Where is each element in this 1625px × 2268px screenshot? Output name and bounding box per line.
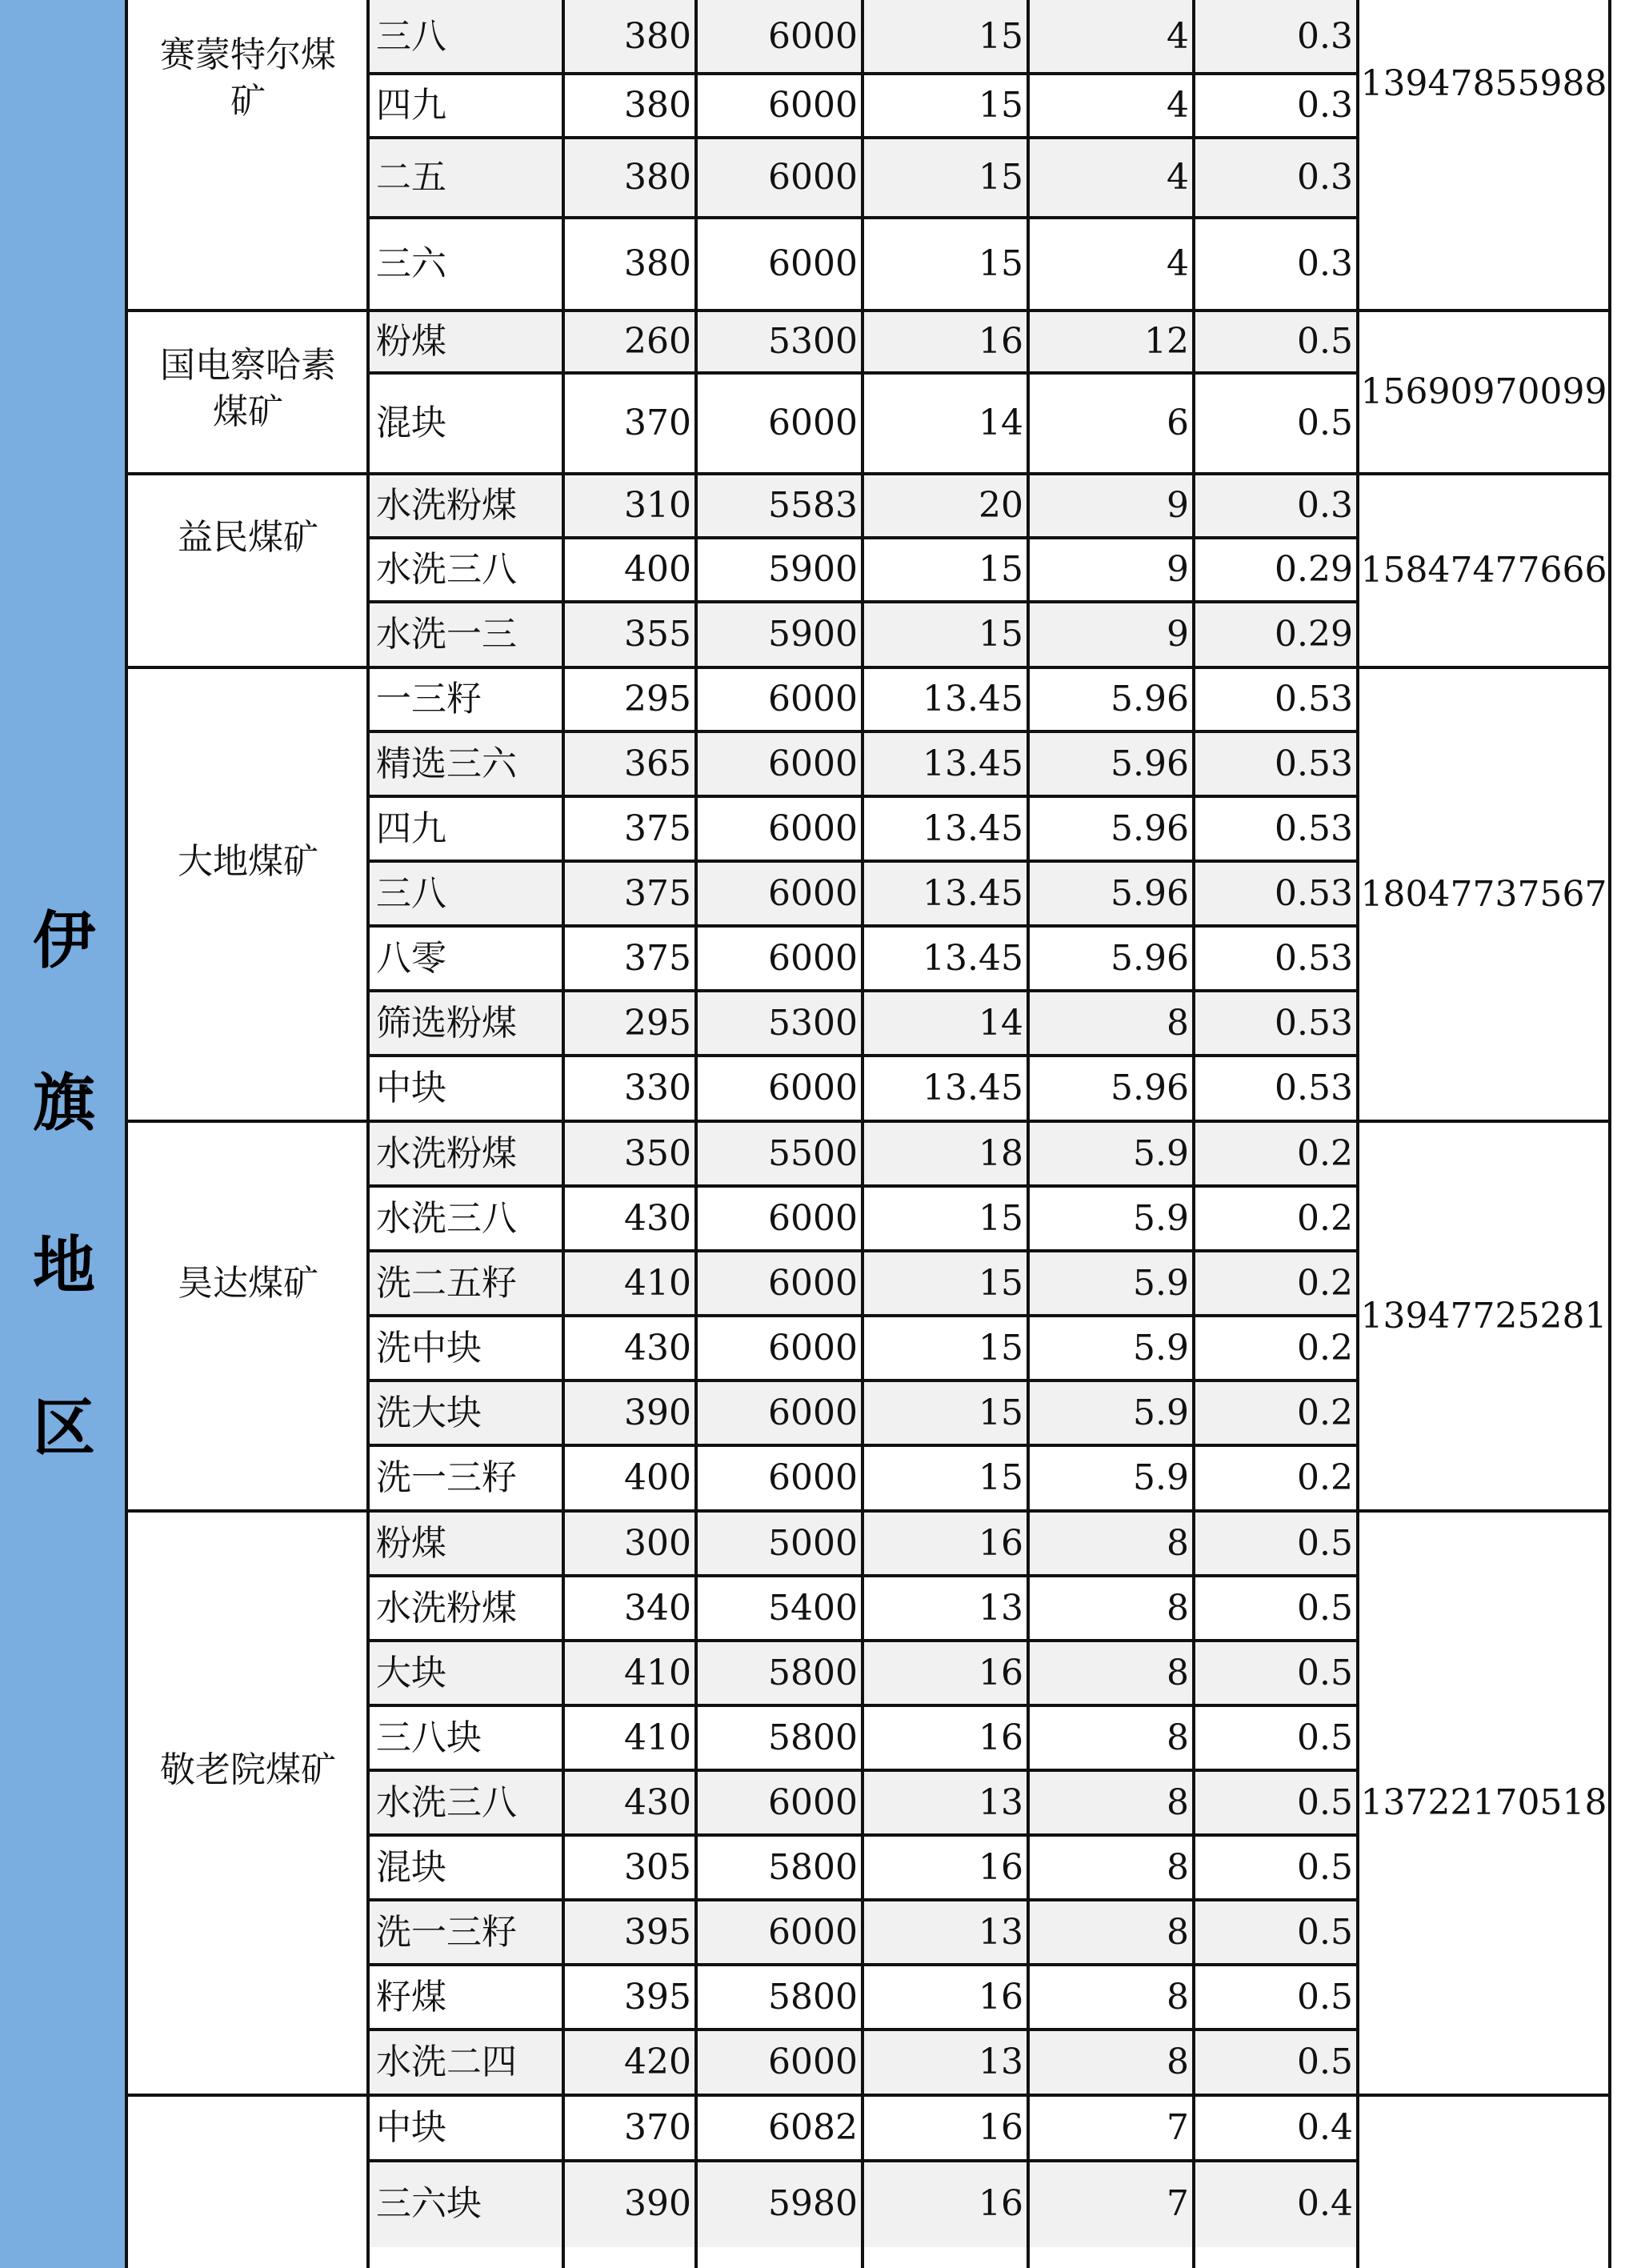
price-cell: 410: [624, 1653, 691, 1693]
calorific-cell: 6000: [768, 679, 858, 719]
price-cell: 375: [624, 808, 691, 849]
grade-cell: 四九: [376, 85, 446, 126]
ash-cell: 4: [1167, 157, 1189, 198]
sulfur-cell: 0.5: [1297, 1912, 1353, 1953]
sulfur-cell: 0.53: [1275, 679, 1353, 719]
ash-cell: 6: [1167, 403, 1189, 443]
moisture-cell: 15: [979, 243, 1023, 284]
ash-cell: 8: [1167, 1717, 1189, 1758]
mine-name: 国电察哈素煤矿: [160, 345, 336, 432]
grade-cell: 水洗粉煤: [376, 1133, 517, 1174]
price-cell: 430: [624, 1328, 691, 1368]
moisture-cell: 18: [979, 1133, 1023, 1174]
grade-cell: 粉煤: [376, 1523, 446, 1564]
sulfur-cell: 0.2: [1297, 1263, 1353, 1304]
price-cell: 380: [624, 16, 691, 57]
sulfur-cell: 0.5: [1297, 1717, 1353, 1758]
column-divider: [1608, 0, 1611, 2268]
moisture-cell: 15: [979, 85, 1023, 126]
price-cell: 375: [624, 873, 691, 914]
calorific-cell: 6000: [768, 938, 858, 979]
ash-cell: 4: [1167, 243, 1189, 284]
price-cell: 410: [624, 1717, 691, 1758]
price-cell: 380: [624, 243, 691, 284]
price-cell: 295: [624, 679, 691, 719]
price-cell: 420: [624, 2042, 691, 2082]
grade-cell: 水洗三八: [376, 1782, 517, 1823]
group-divider: [128, 666, 1610, 669]
grade-cell: 筛选粉煤: [376, 1003, 517, 1044]
price-cell: 395: [624, 1912, 691, 1953]
price-cell: 430: [624, 1782, 691, 1823]
calorific-cell: 6000: [768, 16, 858, 57]
ash-cell: 5.96: [1111, 679, 1189, 719]
moisture-cell: 16: [979, 2183, 1023, 2224]
ash-cell: 5.9: [1133, 1457, 1189, 1498]
ash-cell: 5.9: [1133, 1392, 1189, 1433]
moisture-cell: 16: [979, 321, 1023, 362]
sulfur-cell: 0.29: [1275, 549, 1353, 590]
sulfur-cell: 0.5: [1297, 1977, 1353, 2018]
moisture-cell: 15: [979, 614, 1023, 655]
grade-cell: 一三籽: [376, 679, 482, 719]
grade-cell: 中块: [376, 1068, 446, 1108]
calorific-cell: 6082: [768, 2107, 858, 2148]
region-label-char: 伊: [32, 905, 95, 977]
moisture-cell: 16: [979, 2107, 1023, 2148]
sulfur-cell: 0.2: [1297, 1392, 1353, 1433]
grade-cell: 三八: [376, 16, 446, 57]
price-cell: 370: [624, 403, 691, 443]
grade-cell: 洗中块: [376, 1328, 482, 1368]
grade-cell: 洗二五籽: [376, 1263, 517, 1304]
column-divider: [1356, 0, 1359, 2268]
calorific-cell: 5500: [768, 1133, 858, 1174]
calorific-cell: 6000: [768, 1782, 858, 1823]
region-label-char: 区: [32, 1392, 95, 1465]
grade-cell: 籽煤: [376, 1977, 446, 2018]
calorific-cell: 5400: [768, 1588, 858, 1629]
sulfur-cell: 0.3: [1297, 485, 1353, 526]
group-divider: [128, 2094, 1610, 2097]
mine-phone: [1358, 2095, 1610, 2247]
grade-cell: 四九: [376, 808, 446, 849]
moisture-cell: 15: [979, 1263, 1023, 1304]
group-divider: [128, 309, 1610, 312]
moisture-cell: 15: [979, 1392, 1023, 1433]
price-cell: 410: [624, 1263, 691, 1304]
calorific-cell: 6000: [768, 1198, 858, 1239]
calorific-cell: 6000: [768, 1263, 858, 1304]
ash-cell: 12: [1144, 321, 1189, 362]
region-label-char: 旗: [32, 1068, 95, 1140]
sulfur-cell: 0.2: [1297, 1198, 1353, 1239]
calorific-cell: 5800: [768, 1717, 858, 1758]
mine-name: 敬老院煤矿: [160, 1749, 336, 1790]
sulfur-cell: 0.53: [1275, 938, 1353, 979]
moisture-cell: 14: [979, 1003, 1023, 1044]
sulfur-cell: 0.5: [1297, 1847, 1353, 1888]
moisture-cell: 16: [979, 1653, 1023, 1693]
price-cell: 305: [624, 1847, 691, 1888]
price-cell: 355: [624, 614, 691, 655]
moisture-cell: 13: [979, 2042, 1023, 2082]
calorific-cell: 6000: [768, 403, 858, 443]
ash-cell: 8: [1167, 1003, 1189, 1044]
calorific-cell: 6000: [768, 85, 858, 126]
grade-cell: 水洗粉煤: [376, 485, 517, 526]
calorific-cell: 6000: [768, 873, 858, 914]
grade-cell: 混块: [376, 403, 446, 443]
moisture-cell: 13.45: [923, 679, 1023, 719]
ash-cell: 9: [1167, 614, 1189, 655]
moisture-cell: 20: [979, 485, 1023, 526]
grade-cell: 三六: [376, 243, 446, 284]
moisture-cell: 16: [979, 1977, 1023, 2018]
moisture-cell: 13: [979, 1782, 1023, 1823]
grade-cell: 水洗三八: [376, 1198, 517, 1239]
grade-cell: 三八: [376, 873, 446, 914]
sulfur-cell: 0.53: [1275, 1068, 1353, 1108]
moisture-cell: 15: [979, 1198, 1023, 1239]
grade-cell: 水洗二四: [376, 2042, 517, 2082]
mine-name: 昊达煤矿: [178, 1262, 318, 1304]
moisture-cell: 14: [979, 403, 1023, 443]
mine-name: 大地煤矿: [178, 840, 318, 882]
price-cell: 295: [624, 1003, 691, 1044]
ash-cell: 7: [1167, 2107, 1189, 2148]
moisture-cell: 15: [979, 549, 1023, 590]
column-divider: [861, 0, 864, 2268]
ash-cell: 8: [1167, 1523, 1189, 1564]
mine-phone: 15847477666: [1360, 550, 1607, 591]
price-cell: 390: [624, 1392, 691, 1433]
price-cell: 365: [624, 743, 691, 784]
sulfur-cell: 0.5: [1297, 1588, 1353, 1629]
calorific-cell: 5800: [768, 1847, 858, 1888]
sulfur-cell: 0.53: [1275, 808, 1353, 849]
price-cell: 400: [624, 549, 691, 590]
price-cell: 350: [624, 1133, 691, 1174]
sulfur-cell: 0.53: [1275, 1003, 1353, 1044]
price-cell: 300: [624, 1523, 691, 1564]
calorific-cell: 6000: [768, 1912, 858, 1953]
moisture-cell: 15: [979, 1457, 1023, 1498]
column-divider: [1027, 0, 1030, 2268]
calorific-cell: 6000: [768, 2042, 858, 2082]
calorific-cell: 5300: [768, 1003, 858, 1044]
sulfur-cell: 0.53: [1275, 873, 1353, 914]
grade-cell: 混块: [376, 1847, 446, 1888]
sulfur-cell: 0.2: [1297, 1457, 1353, 1498]
price-cell: 310: [624, 485, 691, 526]
mine-phone: 13947725281: [1360, 1296, 1607, 1336]
grade-cell: 洗一三籽: [376, 1457, 517, 1498]
grade-cell: 粉煤: [376, 321, 446, 362]
ash-cell: 5.9: [1133, 1328, 1189, 1368]
price-cell: 380: [624, 85, 691, 126]
region-label-char: 地: [32, 1230, 95, 1302]
moisture-cell: 13.45: [923, 1068, 1023, 1108]
sulfur-cell: 0.3: [1297, 157, 1353, 198]
grade-cell: 精选三六: [376, 743, 517, 784]
sulfur-cell: 0.3: [1297, 243, 1353, 284]
calorific-cell: 6000: [768, 157, 858, 198]
moisture-cell: 15: [979, 157, 1023, 198]
calorific-cell: 5900: [768, 549, 858, 590]
grade-cell: 水洗一三: [376, 614, 517, 655]
price-cell: 330: [624, 1068, 691, 1108]
ash-cell: 8: [1167, 1847, 1189, 1888]
sulfur-cell: 0.3: [1297, 85, 1353, 126]
price-cell: 375: [624, 938, 691, 979]
sulfur-cell: 0.5: [1297, 403, 1353, 443]
moisture-cell: 13.45: [923, 873, 1023, 914]
sulfur-cell: 0.4: [1297, 2107, 1353, 2148]
ash-cell: 8: [1167, 1977, 1189, 2018]
sulfur-cell: 0.2: [1297, 1133, 1353, 1174]
calorific-cell: 5800: [768, 1653, 858, 1693]
price-cell: 390: [624, 2183, 691, 2224]
calorific-cell: 6000: [768, 1392, 858, 1433]
price-cell: 400: [624, 1457, 691, 1498]
ash-cell: 8: [1167, 1588, 1189, 1629]
mine-name: 赛蒙特尔煤矿: [160, 34, 336, 122]
sulfur-cell: 0.29: [1275, 614, 1353, 655]
ash-cell: 5.9: [1133, 1198, 1189, 1239]
mine-name: [128, 2095, 368, 2247]
moisture-cell: 15: [979, 16, 1023, 57]
moisture-cell: 13: [979, 1912, 1023, 1953]
price-cell: 395: [624, 1977, 691, 2018]
calorific-cell: 6000: [768, 1068, 858, 1108]
calorific-cell: 5800: [768, 1977, 858, 2018]
calorific-cell: 6000: [768, 808, 858, 849]
ash-cell: 5.96: [1111, 938, 1189, 979]
ash-cell: 7: [1167, 2183, 1189, 2224]
column-divider: [694, 0, 698, 2268]
price-cell: 380: [624, 157, 691, 198]
ash-cell: 5.96: [1111, 808, 1189, 849]
group-divider: [128, 1509, 1610, 1513]
calorific-cell: 5900: [768, 614, 858, 655]
grade-cell: 三八块: [376, 1717, 482, 1758]
ash-cell: 8: [1167, 1782, 1189, 1823]
ash-cell: 5.96: [1111, 873, 1189, 914]
grade-cell: 水洗粉煤: [376, 1588, 517, 1629]
column-divider: [562, 0, 565, 2268]
grade-cell: 洗大块: [376, 1392, 482, 1433]
mine-phone: 13722170518: [1360, 1782, 1607, 1823]
moisture-cell: 13: [979, 1588, 1023, 1629]
price-cell: 260: [624, 321, 691, 362]
grade-cell: 洗一三籽: [376, 1912, 517, 1953]
moisture-cell: 13.45: [923, 808, 1023, 849]
calorific-cell: 5300: [768, 321, 858, 362]
group-divider: [128, 472, 1610, 475]
sulfur-cell: 0.5: [1297, 321, 1353, 362]
calorific-cell: 5583: [768, 485, 858, 526]
sulfur-cell: 0.2: [1297, 1328, 1353, 1368]
sulfur-cell: 0.53: [1275, 743, 1353, 784]
ash-cell: 8: [1167, 1912, 1189, 1953]
ash-cell: 5.9: [1133, 1133, 1189, 1174]
moisture-cell: 16: [979, 1847, 1023, 1888]
sulfur-cell: 0.3: [1297, 16, 1353, 57]
ash-cell: 8: [1167, 1653, 1189, 1693]
calorific-cell: 5000: [768, 1523, 858, 1564]
ash-cell: 9: [1167, 549, 1189, 590]
ash-cell: 4: [1167, 85, 1189, 126]
sulfur-cell: 0.5: [1297, 1653, 1353, 1693]
ash-cell: 8: [1167, 2042, 1189, 2082]
sulfur-cell: 0.5: [1297, 2042, 1353, 2082]
grade-cell: 八零: [376, 938, 446, 979]
mine-name: 益民煤矿: [178, 517, 318, 558]
grade-cell: 二五: [376, 157, 446, 198]
moisture-cell: 13.45: [923, 743, 1023, 784]
mine-phone: 18047737567: [1360, 874, 1607, 915]
mine-phone: 15690970099: [1360, 371, 1607, 412]
ash-cell: 5.9: [1133, 1263, 1189, 1304]
calorific-cell: 6000: [768, 1457, 858, 1498]
calorific-cell: 6000: [768, 243, 858, 284]
sulfur-cell: 0.5: [1297, 1782, 1353, 1823]
calorific-cell: 6000: [768, 1328, 858, 1368]
grade-cell: 大块: [376, 1653, 446, 1693]
column-divider: [1192, 0, 1195, 2268]
grade-cell: 三六块: [376, 2183, 482, 2224]
grade-cell: 水洗三八: [376, 549, 517, 590]
ash-cell: 9: [1167, 485, 1189, 526]
ash-cell: 5.96: [1111, 1068, 1189, 1108]
price-cell: 370: [624, 2107, 691, 2148]
price-cell: 430: [624, 1198, 691, 1239]
mine-phone: 13947855988: [1360, 63, 1607, 104]
group-divider: [128, 1120, 1610, 1123]
moisture-cell: 15: [979, 1328, 1023, 1368]
ash-cell: 4: [1167, 16, 1189, 57]
moisture-cell: 16: [979, 1717, 1023, 1758]
sulfur-cell: 0.4: [1297, 2183, 1353, 2224]
grade-cell: 中块: [376, 2107, 446, 2148]
column-divider: [366, 0, 370, 2268]
calorific-cell: 5980: [768, 2183, 858, 2224]
moisture-cell: 16: [979, 1523, 1023, 1564]
ash-cell: 5.96: [1111, 743, 1189, 784]
calorific-cell: 6000: [768, 743, 858, 784]
sulfur-cell: 0.5: [1297, 1523, 1353, 1564]
moisture-cell: 13.45: [923, 938, 1023, 979]
price-cell: 340: [624, 1588, 691, 1629]
